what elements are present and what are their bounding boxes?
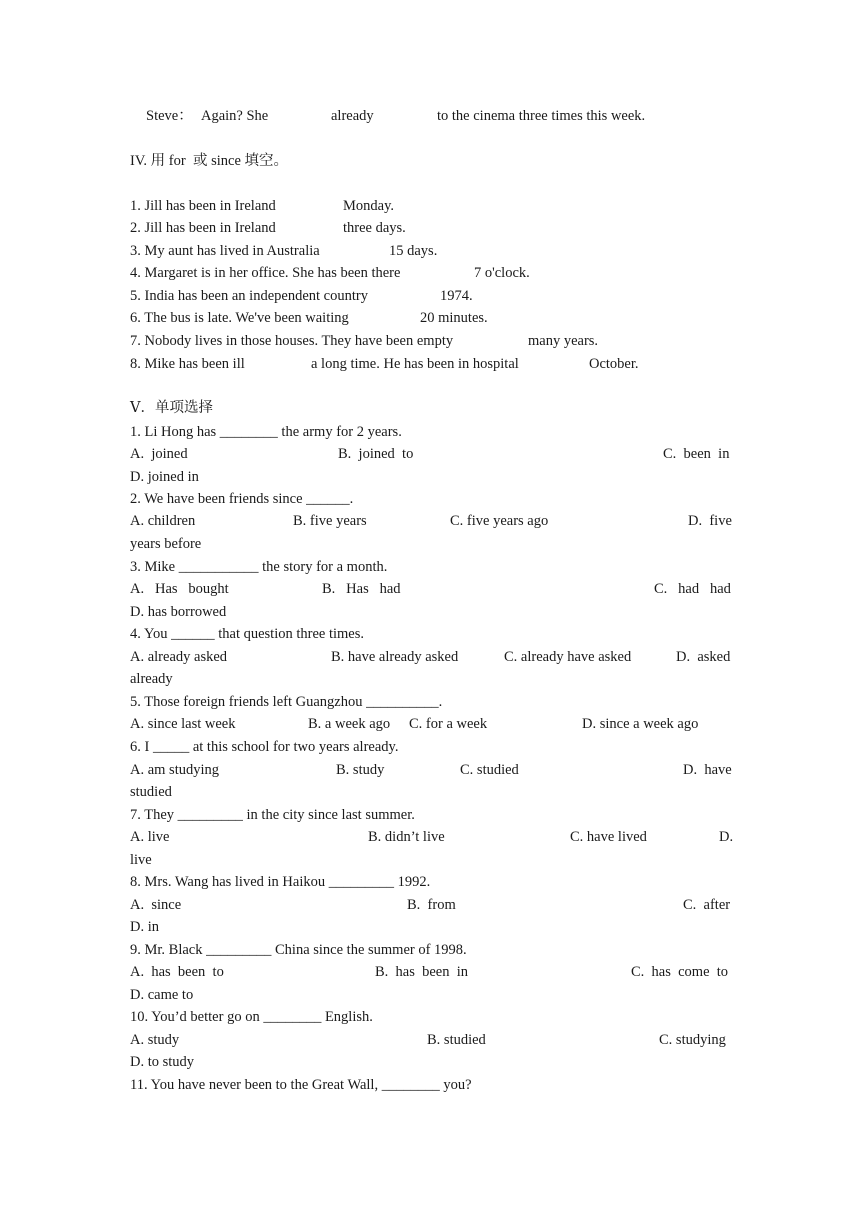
option-c: C. already have asked xyxy=(504,649,632,665)
option-b: B. didn’t live xyxy=(368,829,445,845)
dialogue-text-1: Again? She xyxy=(201,108,269,124)
item-text: 3. My aunt has lived in Australia xyxy=(130,243,320,259)
option-d: D. xyxy=(719,829,734,845)
question-1: 1. Li Hong has ________ the army for 2 years. xyxy=(130,424,402,440)
option-d-continued: years before xyxy=(130,536,202,552)
item-text-after-blank: many years. xyxy=(528,333,599,349)
option-a: A. am studying xyxy=(130,762,220,778)
option-b: B. five years xyxy=(293,513,367,529)
option-a: A. has been to xyxy=(130,964,224,980)
item-text-after-blank: 15 days. xyxy=(389,243,438,259)
option-a: A. study xyxy=(130,1032,180,1048)
option-d: D. asked xyxy=(676,649,731,665)
item-text-after-blank-2: October. xyxy=(589,356,639,372)
option-b: B. has been in xyxy=(375,964,469,980)
question-3: 3. Mike ___________ the story for a month. xyxy=(130,559,388,575)
option-c: C. had had xyxy=(654,581,731,597)
option-c: C. studying xyxy=(659,1032,726,1048)
item-text-after-blank: Monday. xyxy=(343,198,395,214)
option-a: A. already asked xyxy=(130,649,228,665)
option-a: A. joined xyxy=(130,446,188,462)
item-text: 2. Jill has been in Ireland xyxy=(130,220,276,236)
option-a: A. Has bought xyxy=(130,581,229,597)
option-b: B. studied xyxy=(427,1032,486,1048)
item-text: 5. India has been an independent country xyxy=(130,288,368,304)
option-c: C. been in xyxy=(663,446,730,462)
option-a: A. since xyxy=(130,897,182,913)
item-text: 7. Nobody lives in those houses. They have been empty xyxy=(130,333,454,349)
item-text-after-blank: 1974. xyxy=(440,288,473,304)
item-text-after-blank: 7 o'clock. xyxy=(474,265,530,281)
option-b: B. from xyxy=(407,897,456,913)
item-text: 1. Jill has been in Ireland xyxy=(130,198,276,214)
option-c: C. after xyxy=(683,897,731,913)
item-text-after-blank: three days. xyxy=(343,220,406,236)
question-11: 11. You have never been to the Great Wall, ________ you? xyxy=(130,1077,472,1093)
option-d: D. five xyxy=(688,513,732,529)
option-d: D. have xyxy=(683,762,732,778)
option-b: B. Has had xyxy=(322,581,401,597)
option-c: C. has come to xyxy=(631,964,729,980)
question-6: 6. I _____ at this school for two years already. xyxy=(130,739,399,755)
option-d-continued: already xyxy=(130,671,173,687)
question-10: 10. You’d better go on ________ English. xyxy=(130,1009,373,1025)
section-4-heading: IV. 用 for 或 since 填空。 xyxy=(130,153,289,169)
question-9: 9. Mr. Black _________ China since the summer of 1998. xyxy=(130,942,467,958)
item-text-after-blank: a long time. He has been in hospital xyxy=(311,356,519,372)
option-b: B. have already asked xyxy=(331,649,459,665)
item-text: 8. Mike has been ill xyxy=(130,356,245,372)
option-d: D. came to xyxy=(130,987,194,1003)
option-d: D. to study xyxy=(130,1054,195,1070)
dialogue-text-3: to the cinema three times this week. xyxy=(437,108,646,124)
option-c: C. studied xyxy=(460,762,519,778)
option-b: B. joined to xyxy=(338,446,414,462)
option-a: A. since last week xyxy=(130,716,236,732)
option-d: D. in xyxy=(130,919,159,935)
dialogue-speaker: Steve： xyxy=(146,108,193,124)
option-b: B. study xyxy=(336,762,385,778)
option-d: D. since a week ago xyxy=(582,716,699,732)
option-c: C. for a week xyxy=(409,716,488,732)
dialogue-text-2: already xyxy=(331,108,374,124)
option-c: C. five years ago xyxy=(450,513,549,529)
option-d: D. has borrowed xyxy=(130,604,227,620)
option-a: A. live xyxy=(130,829,170,845)
option-a: A. children xyxy=(130,513,196,529)
option-c: C. have lived xyxy=(570,829,647,845)
question-5: 5. Those foreign friends left Guangzhou __________. xyxy=(130,694,443,710)
question-7: 7. They _________ in the city since last summer. xyxy=(130,807,415,823)
option-b: B. a week ago xyxy=(308,716,391,732)
option-d: D. joined in xyxy=(130,469,199,485)
section-5-heading: Ⅴ．单项选择 xyxy=(130,400,213,416)
option-d-continued: live xyxy=(130,852,152,868)
question-4: 4. You ______ that question three times. xyxy=(130,626,365,642)
item-text: 4. Margaret is in her office. She has been there xyxy=(130,265,401,281)
item-text-after-blank: 20 minutes. xyxy=(420,310,488,326)
option-d-continued: studied xyxy=(130,784,172,800)
question-8: 8. Mrs. Wang has lived in Haikou _________ 1992. xyxy=(130,874,431,890)
question-2: 2. We have been friends since ______. xyxy=(130,491,354,507)
item-text: 6. The bus is late. We've been waiting xyxy=(130,310,349,326)
